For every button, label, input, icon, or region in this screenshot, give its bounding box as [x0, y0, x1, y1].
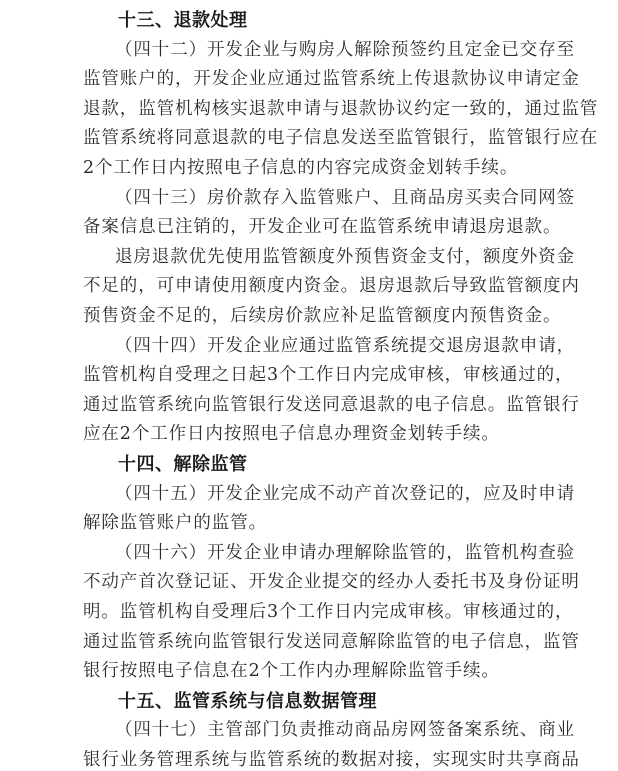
text-line: 银行业务管理系统与监管系统的数据对接，实现实时共享商品	[83, 750, 580, 770]
section-heading: 十五、监管系统与信息数据管理	[118, 691, 377, 712]
text-line: 预售资金不足的，后续房价款应补足监管额度内预售资金。	[83, 306, 562, 326]
text-line: 不足的，可申请使用额度内资金。退房退款后导致监管额度内	[83, 276, 580, 296]
text-line: （四十三）房价款存入监管账户、且商品房买卖合同网签	[115, 188, 575, 208]
text-line: 备案信息已注销的，开发企业可在监管系统申请退房退款。	[83, 217, 562, 237]
text-line: 2个工作日内按照电子信息的内容完成资金划转手续。	[83, 158, 519, 178]
text-line: 监管机构自受理之日起3个工作日内完成审核，审核通过的，	[83, 365, 574, 385]
text-line: 监管系统将同意退款的电子信息发送至监管银行，监管银行应在	[83, 128, 599, 148]
text-line: 银行按照电子信息在2个工作内办理解除监管手续。	[83, 661, 500, 681]
text-line: 解除监管账户的监管。	[83, 513, 267, 533]
text-line: 退款，监管机构核实退款申请与退款协议约定一致的，通过监管	[83, 99, 599, 119]
text-line: （四十二）开发企业与购房人解除预签约且定金已交存至	[115, 40, 575, 60]
text-line: 退房退款优先使用监管额度外预售资金支付，额度外资金	[115, 247, 575, 267]
text-line: 通过监管系统向监管银行发送同意解除监管的电子信息，监管	[83, 632, 580, 652]
text-line: （四十四）开发企业应通过监管系统提交退房退款申请，	[115, 336, 575, 356]
text-line: 监管账户的，开发企业应通过监管系统上传退款协议申请定金	[83, 69, 580, 89]
text-line: （四十五）开发企业完成不动产首次登记的，应及时申请	[115, 484, 575, 504]
text-line: 明。监管机构自受理后3个工作日内完成审核。审核通过的，	[83, 602, 574, 622]
section-heading: 十三、退款处理	[118, 10, 248, 31]
text-line: 应在2个工作日内按照电子信息办理资金划转手续。	[83, 424, 500, 444]
text-line: （四十七）主管部门负责推动商品房网签备案系统、商业	[115, 720, 575, 740]
text-line: 不动产首次登记证、开发企业提交的经办人委托书及身份证明	[83, 572, 580, 592]
section-heading: 十四、解除监管	[118, 454, 248, 475]
text-line: 通过监管系统向监管银行发送同意退款的电子信息。监管银行	[83, 395, 580, 415]
text-line: （四十六）开发企业申请办理解除监管的，监管机构查验	[115, 543, 575, 563]
